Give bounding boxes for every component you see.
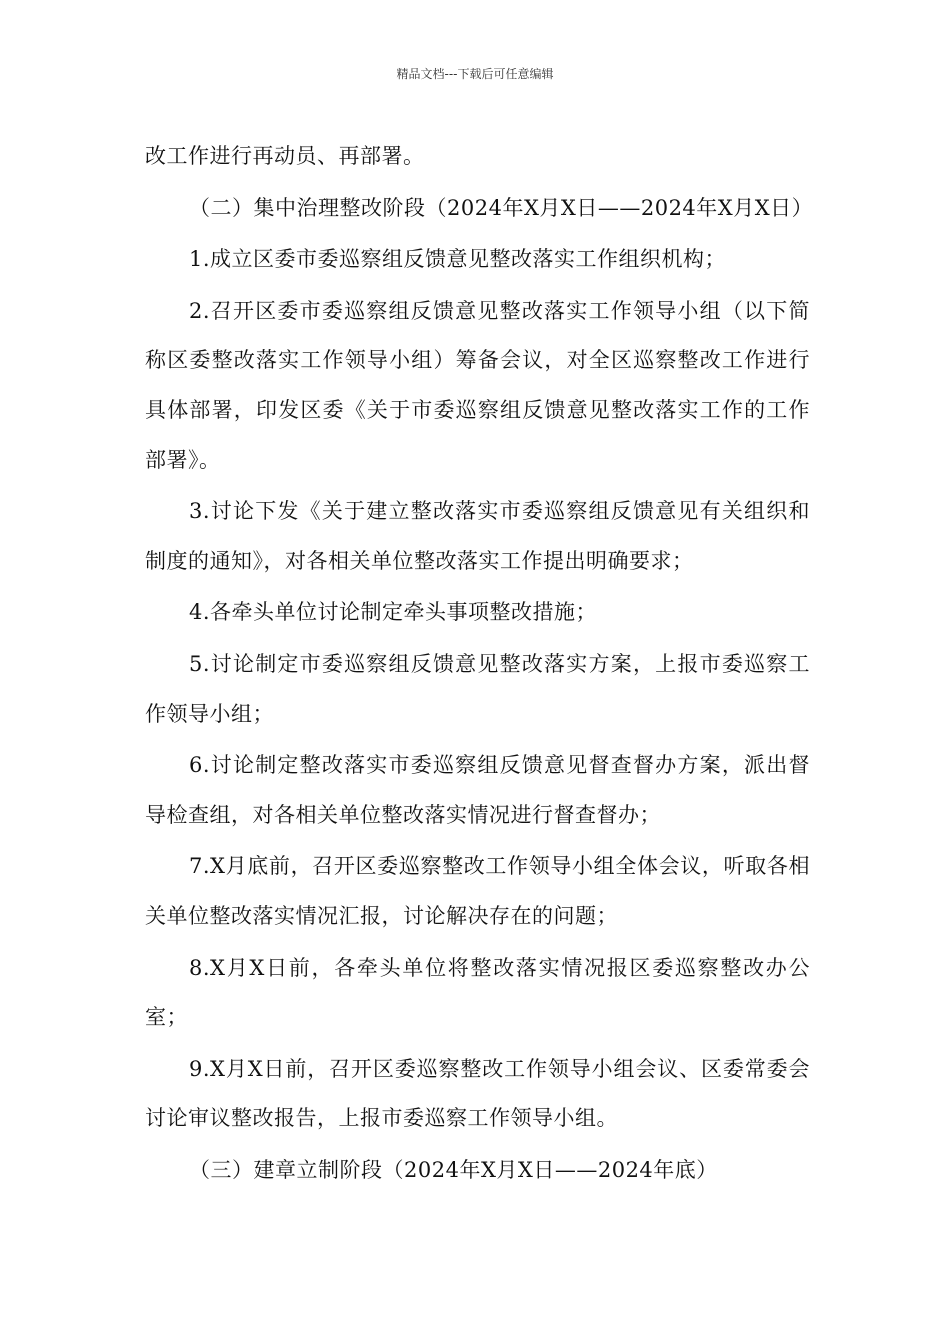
document-body [145,132,814,1197]
paragraph-continuation: 改工作进行再动员、再部署。 [145,144,425,168]
page-header: 精品文档---下载后可任意编辑 [396,67,554,81]
list-item-4: 4.各牵头单位讨论制定牵头事项整改措施； [189,600,598,625]
list-item-9: 9.X月X日前，召开区委巡察整改工作领导小组会议、区委常委会讨论审议整改报告，上报市委巡察工作领导小组。 [145,1056,810,1131]
section-heading-3: （三）建章立制阶段（2024年X月X日——2024年底） [189,1157,718,1182]
list-item-2: 2.召开区委市委巡察组反馈意见整改落实工作领导小组（以下简称区委整改落实工作领导小组）筹备会议，对全区巡察整改工作进行具体部署，印发区委《关于市委巡察组反馈意见整改落实工作的工作部署》。 [145,298,810,472]
section-heading-2: （二）集中治理整改阶段（2024年X月X日——2024年X月X日） [189,195,814,220]
list-item-8: 8.X月X日前，各牵头单位将整改落实情况报区委巡察整改办公室； [145,955,810,1030]
list-item-3: 3.讨论下发《关于建立整改落实市委巡察组反馈意见有关组织和制度的通知》，对各相关单位整改落实工作提出明确要求； [145,499,810,573]
list-item-1: 1.成立区委市委巡察组反馈意见整改落实工作组织机构； [189,247,727,272]
list-item-7: 7.X月底前，召开区委巡察整改工作领导小组全体会议，听取各相关单位整改落实情况汇报，讨论解决存在的问题； [145,854,810,928]
list-item-6: 6.讨论制定整改落实市委巡察组反馈意见督查督办方案，派出督导检查组，对各相关单位整改落实情况进行督查督办； [145,753,810,827]
list-item-5: 5.讨论制定市委巡察组反馈意见整改落实方案，上报市委巡察工作领导小组； [145,651,810,726]
